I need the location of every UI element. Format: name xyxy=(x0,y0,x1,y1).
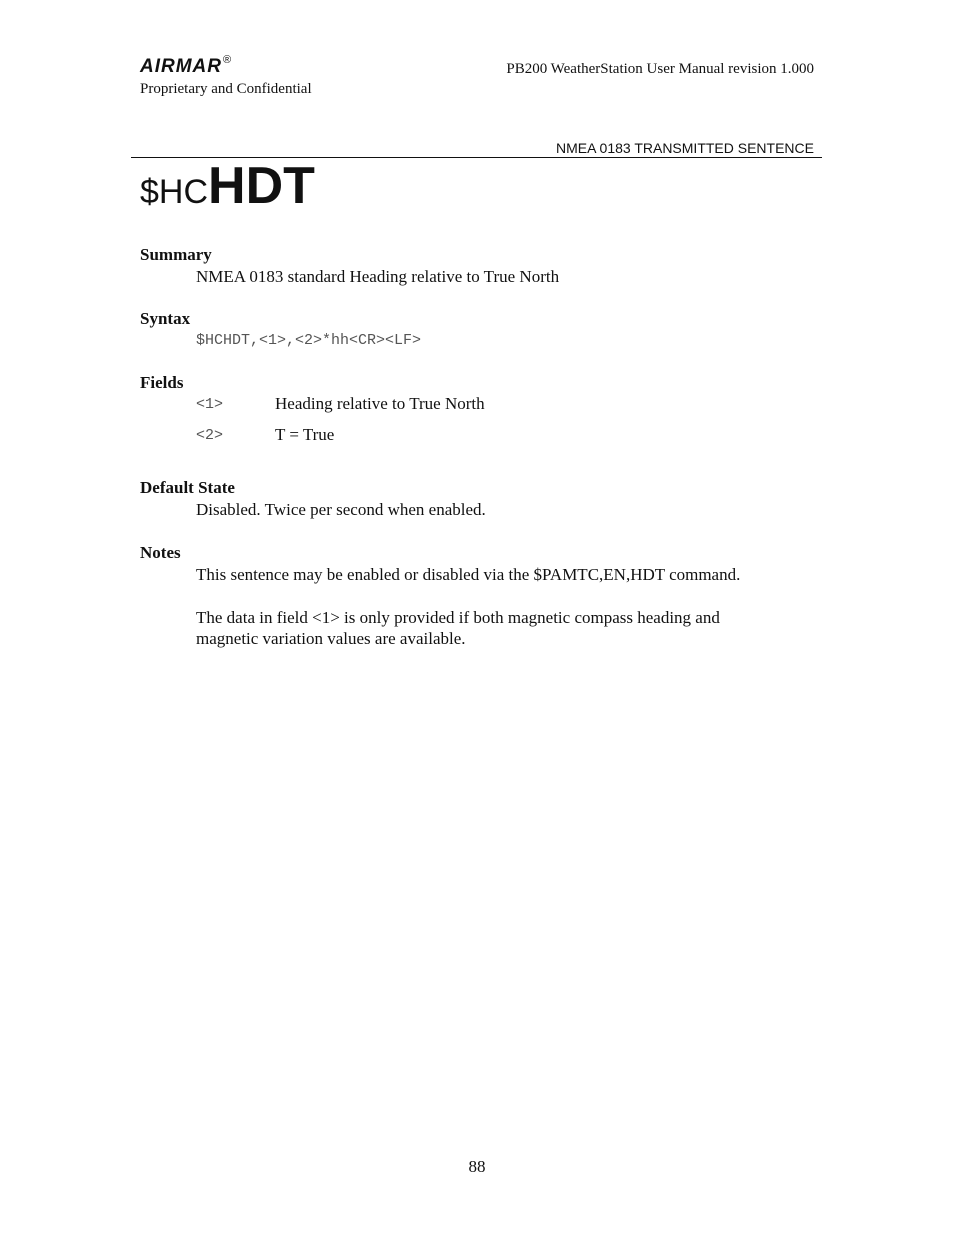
sentence-prefix: $HC xyxy=(140,173,209,211)
sentence-heading xyxy=(140,157,315,215)
section-label: NMEA 0183 TRANSMITTED SENTENCE xyxy=(555,140,814,156)
airmar-logo xyxy=(140,56,232,78)
syntax-label: Syntax xyxy=(140,309,191,328)
fields-label: Fields xyxy=(140,373,184,392)
notes-label: Notes xyxy=(140,543,181,562)
default-state-text: Disabled. Twice per second when enabled. xyxy=(196,500,486,519)
page-number: 88 xyxy=(468,1157,486,1176)
summary-label: Summary xyxy=(140,245,212,264)
registered-mark: ® xyxy=(223,54,233,66)
document-title: PB200 WeatherStation User Manual revision 1.000 xyxy=(506,61,814,77)
notes-paragraph: magnetic variation values are available. xyxy=(196,629,466,648)
default-state-label: Default State xyxy=(140,478,235,497)
field-description: T = True xyxy=(275,425,335,444)
notes-paragraph: The data in field <1> is only provided if both magnetic compass heading and xyxy=(196,608,720,627)
field-id: <1> xyxy=(196,396,224,413)
field-id: <2> xyxy=(196,427,224,444)
field-description: Heading relative to True North xyxy=(275,394,485,413)
summary-text: NMEA 0183 standard Heading relative to True North xyxy=(196,267,560,286)
brand-name: AIRMAR xyxy=(140,56,222,77)
sentence-name: HDT xyxy=(208,157,315,215)
notes-paragraph: This sentence may be enabled or disabled via the $PAMTC,EN,HDT command. xyxy=(196,565,741,584)
confidential-notice: Proprietary and Confidential xyxy=(140,81,312,97)
syntax-code: $HCHDT,<1>,<2>*hh<CR><LF> xyxy=(196,332,422,349)
